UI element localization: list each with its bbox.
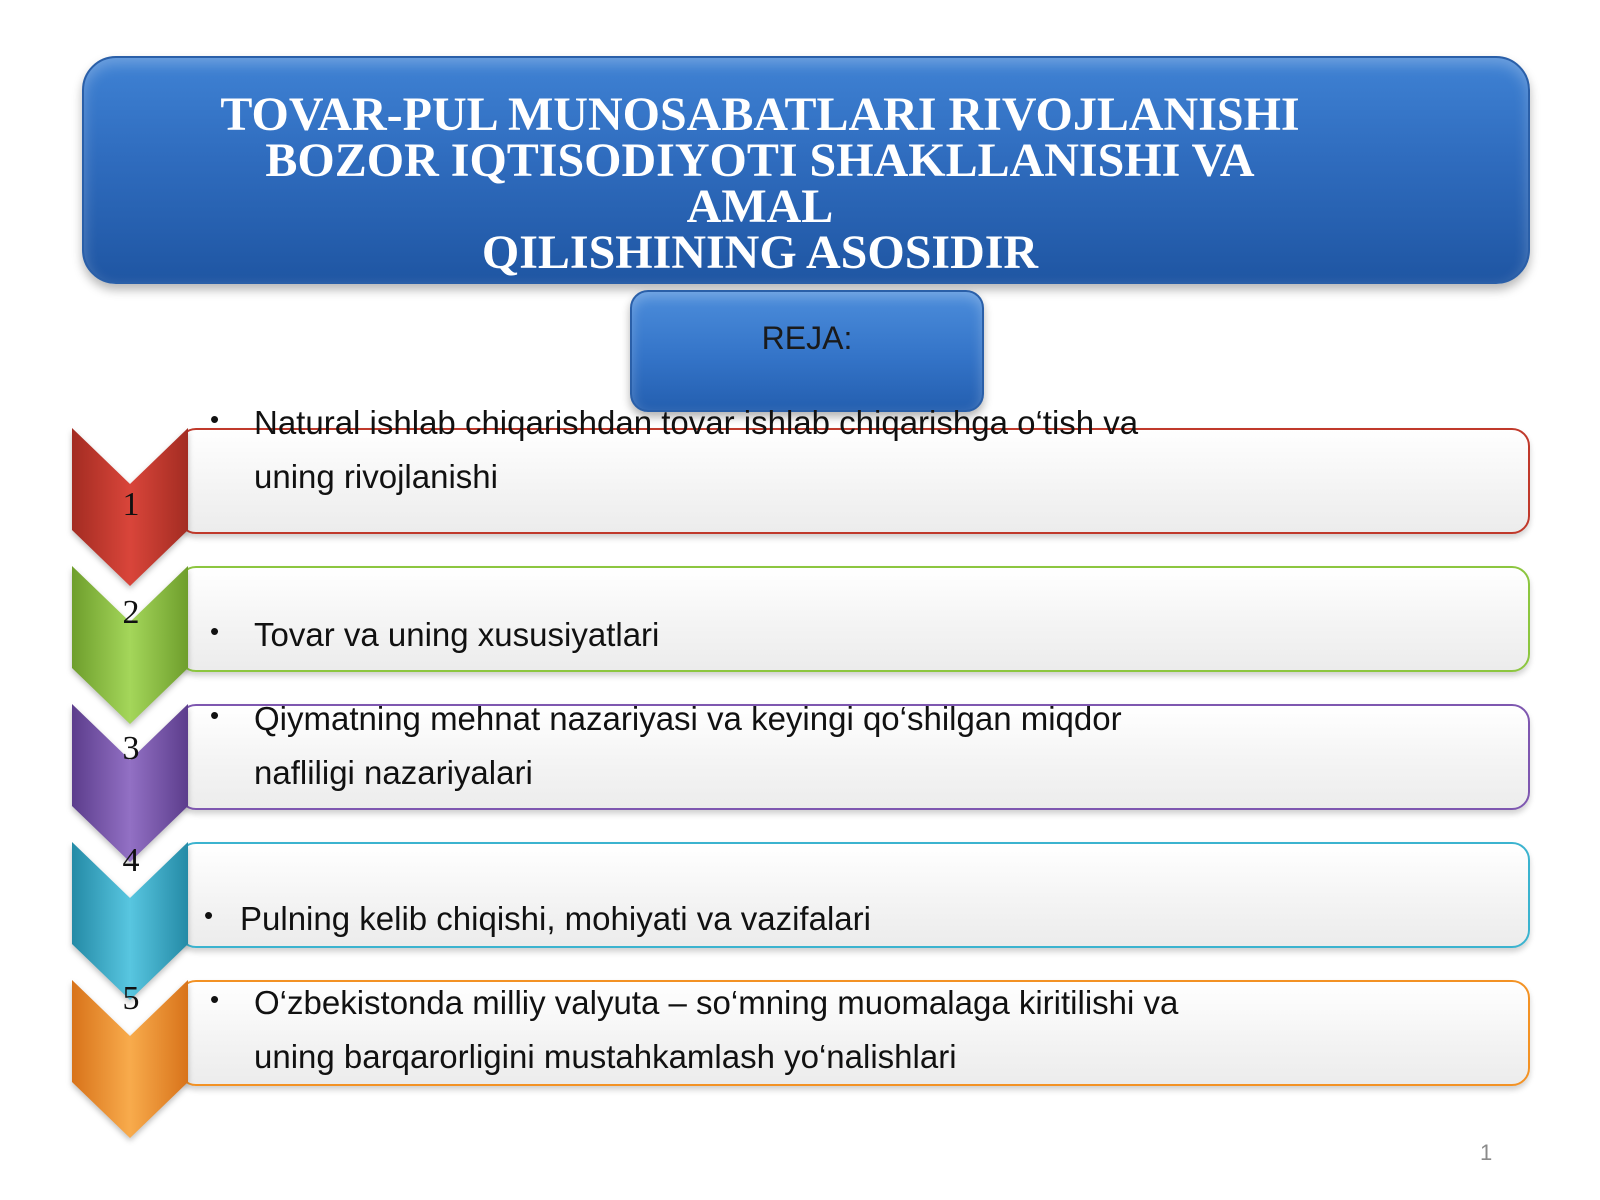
plan-item-line: Pulning kelib chiqishi, mohiyati va vazifalari [240, 900, 871, 937]
bullet-icon: • [210, 700, 220, 730]
plan-item-line: Tovar va uning xususiyatlari [254, 616, 660, 653]
chevron-2-icon [72, 566, 188, 724]
bullet-icon: • [210, 404, 220, 434]
plan-item-text-2 [210, 608, 659, 662]
plan-item-text-5 [210, 976, 1178, 1084]
plan-item-line: uning barqarorligini mustahkamlash yo‘nalishlari [254, 1038, 957, 1075]
plan-item-text-3 [210, 692, 1122, 800]
bullet-icon: • [210, 984, 220, 1014]
plan-item-line: Natural ishlab chiqarishdan tovar ishlab chiqarishga o‘tish va [254, 404, 1139, 441]
plan-item-line: O‘zbekistonda milliy valyuta – so‘mning muomalaga kiritilishi va [254, 984, 1179, 1021]
plan-item-line: nafliligi nazariyalari [254, 754, 533, 791]
title-line-1: TOVAR-PUL MUNOSABATLARI RIVOJLANISHI [220, 88, 1300, 141]
plan-item-text-1 [210, 396, 1138, 504]
title-line-4: QILISHINING ASOSIDIR [481, 226, 1039, 279]
plan-item-number-4: 4 [122, 842, 140, 879]
chevron-3-icon [72, 704, 188, 862]
slide-title [90, 88, 1430, 279]
reja-box [630, 290, 984, 412]
plan-item-number-5: 5 [122, 980, 140, 1017]
reja-label: REJA: [761, 320, 853, 356]
plan-item-line: Qiymatning mehnat nazariyasi va keyingi qo‘shilgan miqdor [254, 700, 1122, 737]
plan-item-number-1: 1 [122, 486, 140, 523]
plan-item-text-4 [204, 892, 871, 946]
page-number: 1 [1480, 1140, 1493, 1165]
plan-item-number-3: 3 [122, 730, 140, 767]
title-line-3: AMAL [686, 180, 834, 233]
bullet-icon: • [210, 616, 220, 646]
plan-item-number-2: 2 [122, 594, 140, 631]
plan-item-line: uning rivojlanishi [254, 458, 498, 495]
bullet-icon: • [204, 900, 214, 930]
title-line-2: BOZOR IQTISODIYOTI SHAKLLANISHI VA [265, 134, 1255, 187]
